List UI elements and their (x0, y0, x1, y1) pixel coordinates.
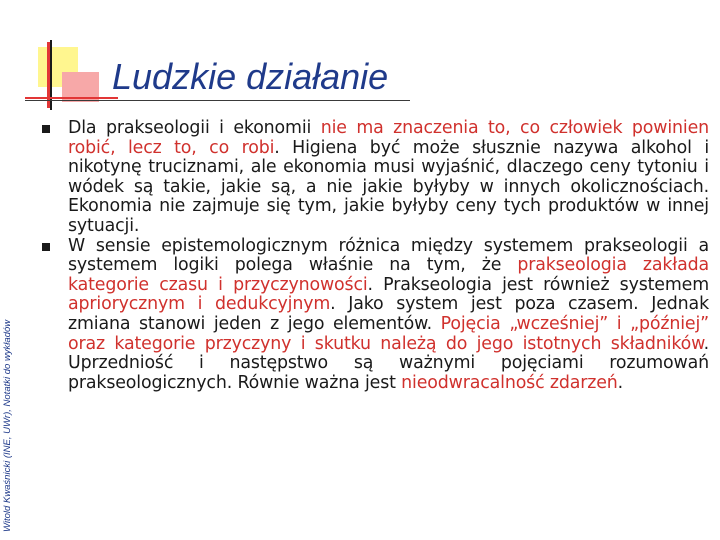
highlighted-text: nie ma znaczenia to, co człowiek powinien robić, lecz to, co robi (68, 118, 709, 158)
highlighted-text: apriorycznym i dedukcyjnym (68, 294, 331, 315)
text-segment: . Prakseologia jest również systemem (367, 274, 709, 295)
title-underline (25, 100, 410, 101)
bullet-item (62, 119, 714, 237)
text-segment: . Higiena być może słusznie nazywa alkohol i nikotynę truciznami, ale ekonomia musi wyjaśnić, dlaczego ceny tytoniu i wódek są takie, jakie są, a nie jakie byłyby w innych okolicznościach. Ekonomia nie zajmuje się tym, jakie byłyby ceny tych produktów w innej sytuacji. (68, 137, 709, 236)
text-segment: . Jako system jest poza czasem. Jednak zmiana stanowi jeden z jego elementów. (68, 294, 709, 334)
highlighted-text: prakseologia zakłada kategorie czasu i przyczynowości (68, 255, 709, 295)
text-segment: . Uprzedniość i następstwo są ważnymi pojęciami rozumowań prakseologicznych. Równie ważna jest (68, 333, 709, 393)
bullet-square-icon (42, 125, 50, 133)
slide-title: Ludzkie działanie (112, 56, 389, 97)
decorative-red-horizontal-line (25, 97, 118, 99)
text-segment: Dla prakseologii i ekonomii (68, 118, 321, 138)
bullet-text (68, 237, 709, 394)
bullet-text (68, 119, 709, 237)
highlighted-text: nieodwracalność zdarzeń (401, 372, 618, 393)
bullet-list (62, 119, 714, 393)
bullet-item (62, 237, 714, 394)
text-segment: W sensie epistemologicznym różnica między systemem prakseologii a systemem logiki polega właśnie na tym, że (68, 235, 709, 276)
side-note: Witold Kwaśnicki (INE, UWr), Notatki do wykładów (2, 319, 13, 532)
bullet-square-icon (42, 243, 50, 251)
highlighted-text: Pojęcia „wcześniej” i „później” oraz kategorie przyczyny i skutku należą do jego istotnych składników (68, 313, 709, 354)
text-segment: . (617, 372, 624, 393)
